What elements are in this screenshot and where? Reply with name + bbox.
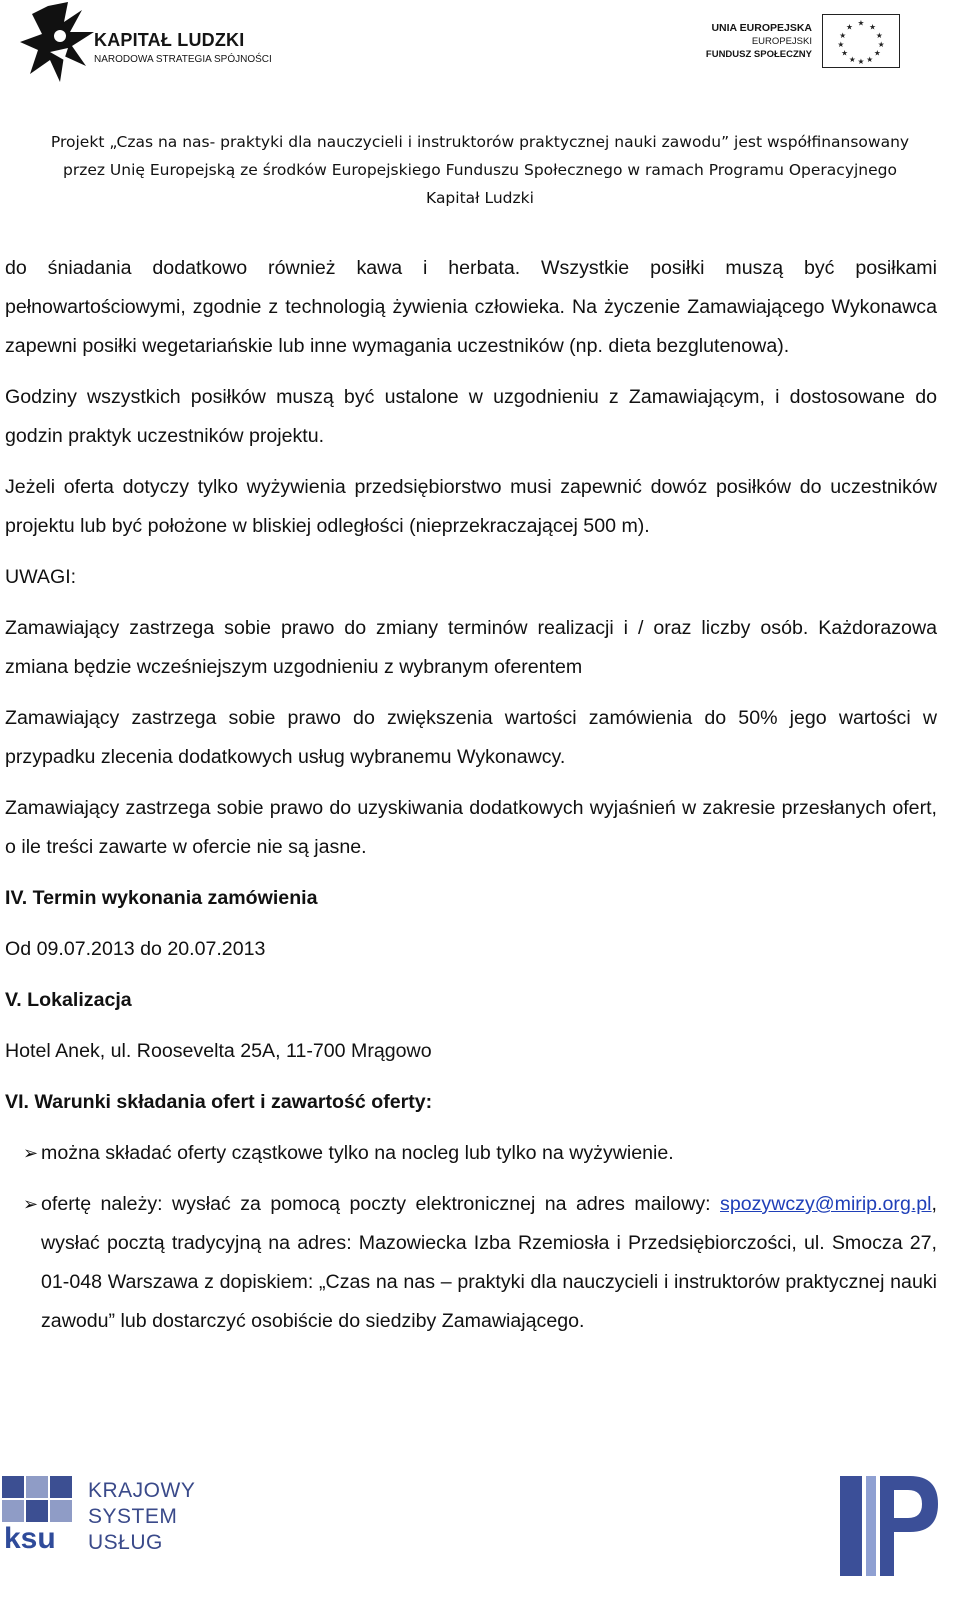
eu-line-2: EUROPEJSKI bbox=[751, 36, 812, 47]
ksu-name bbox=[88, 1478, 195, 1556]
project-line-3: Kapitał Ludzki bbox=[426, 189, 534, 207]
svg-text:★: ★ bbox=[877, 39, 885, 49]
eu-logo-text bbox=[706, 22, 812, 61]
kapital-ludzki-logo bbox=[20, 2, 320, 88]
project-funding-note bbox=[0, 128, 960, 212]
arrow-bullet-icon: ➢ bbox=[23, 1194, 39, 1214]
paragraph-clarifications: Zamawiający zastrzega sobie prawo do uzyskiwania dodatkowych wyjaśnień w zakresie przesłanych ofert, o ile treści zawarte w ofercie nie są jasne. bbox=[5, 797, 937, 858]
project-line-1: Projekt „Czas na nas- praktyki dla nauczycieli i instruktorów praktycznej nauki zawodu” jest współfinansowany bbox=[50, 133, 910, 151]
bullet-text-send-offer-rest: , wysłać pocztą tradycyjną na adres: Mazowiecka Izba Rzemiosła i Przedsiębiorczości, ul. Smocza 27, 01-048 Warszawa z dopiskiem: „Czas na nas – praktyki dla nauczycieli i instruktorów praktycznej nauki zawodu” lub dostarczyć osobiście do siedziby Zamawiającego. bbox=[41, 1193, 937, 1332]
document-body bbox=[5, 249, 937, 1341]
ksu-line-3: USŁUG bbox=[88, 1531, 163, 1554]
list-item bbox=[5, 1134, 937, 1173]
paragraph-meals: do śniadania dodatkowo również kawa i herbata. Wszystkie posiłki muszą być posiłkami pełnowartościowymi, zgodnie z technologią żywienia człowieka. Na życzenie Zamawiającego Wykonawca zapewni posiłki wegetariańskie lub inne wymagania uczestników (np. dieta bezglutenowa). bbox=[5, 257, 937, 357]
arrow-bullet-icon: ➢ bbox=[23, 1143, 39, 1163]
term-dates: Od 09.07.2013 do 20.07.2013 bbox=[5, 938, 266, 960]
list-item bbox=[5, 1185, 937, 1341]
ksu-line-2: SYSTEM bbox=[88, 1505, 178, 1528]
paragraph-increase-value: Zamawiający zastrzega sobie prawo do zwiększenia wartości zamówienia do 50% jego wartości w przypadku zlecenia dodatkowych usług wybranemu Wykonawcy. bbox=[5, 707, 937, 768]
ksu-logo bbox=[2, 1476, 196, 1572]
project-line-2: przez Unię Europejską ze środków Europejskiego Funduszu Społecznego w ramach Programu Operacyjnego bbox=[62, 161, 897, 179]
svg-text:★: ★ bbox=[857, 18, 865, 28]
svg-text:★: ★ bbox=[837, 39, 845, 49]
section-heading-location: V. Lokalizacja bbox=[5, 989, 132, 1011]
irp-logo-icon bbox=[836, 1470, 942, 1580]
svg-text:★: ★ bbox=[839, 31, 847, 41]
eu-logo bbox=[700, 14, 900, 72]
ksu-abbreviation: ksu bbox=[4, 1522, 56, 1555]
kapital-ludzki-title: KAPITAŁ LUDZKI bbox=[94, 30, 245, 50]
location-address: Hotel Anek, ul. Roosevelta 25A, 11-700 Mrągowo bbox=[5, 1040, 432, 1062]
page-header bbox=[0, 0, 960, 230]
svg-text:★: ★ bbox=[869, 22, 877, 32]
paragraph-catering-only: Jeżeli oferta dotyczy tylko wyżywienia przedsiębiorstwo musi zapewnić dowóz posiłków do uczestników projektu lub być położone w bliskiej odległości (nieprzekraczającej 500 m). bbox=[5, 476, 937, 537]
svg-text:★: ★ bbox=[841, 48, 849, 58]
svg-text:★: ★ bbox=[866, 55, 874, 65]
svg-text:★: ★ bbox=[875, 31, 883, 41]
section-heading-offer-conditions: VI. Warunki składania ofert i zawartość oferty: bbox=[5, 1091, 433, 1113]
paragraph-change-terms: Zamawiający zastrzega sobie prawo do zmiany terminów realizacji i / oraz liczby osób. Każdorazowa zmiana będzie wcześniejszym uzgodnieniu z wybranym oferentem bbox=[5, 617, 937, 678]
uwagi-label: UWAGI: bbox=[5, 566, 77, 588]
paragraph-meal-hours: Godziny wszystkich posiłków muszą być ustalone w uzgodnieniu z Zamawiającym, i dostosowane do godzin praktyk uczestników projektu. bbox=[5, 386, 937, 447]
kapital-ludzki-subtitle: NARODOWA STRATEGIA SPÓJNOŚCI bbox=[94, 54, 272, 65]
eu-line-3: FUNDUSZ SPOŁECZNY bbox=[705, 49, 812, 60]
svg-text:★: ★ bbox=[873, 48, 881, 58]
svg-text:★: ★ bbox=[857, 57, 865, 67]
eu-line-1: UNIA EUROPEJSKA bbox=[711, 22, 812, 34]
email-link[interactable]: spozywczy@mirip.org.pl bbox=[720, 1193, 932, 1215]
kapital-ludzki-star-icon bbox=[20, 2, 100, 88]
bullet-text-send-offer: ofertę należy: wysłać za pomocą poczty elektronicznej na adres mailowy: bbox=[41, 1193, 721, 1215]
eu-flag-icon bbox=[822, 14, 900, 68]
section-heading-term: IV. Termin wykonania zamówienia bbox=[5, 887, 318, 909]
ksu-line-1: KRAJOWY bbox=[88, 1479, 196, 1502]
bullet-text-partial-offers: można składać oferty cząstkowe tylko na nocleg lub tylko na wyżywienie. bbox=[41, 1142, 674, 1164]
svg-text:★: ★ bbox=[845, 22, 853, 32]
svg-text:★: ★ bbox=[848, 55, 856, 65]
